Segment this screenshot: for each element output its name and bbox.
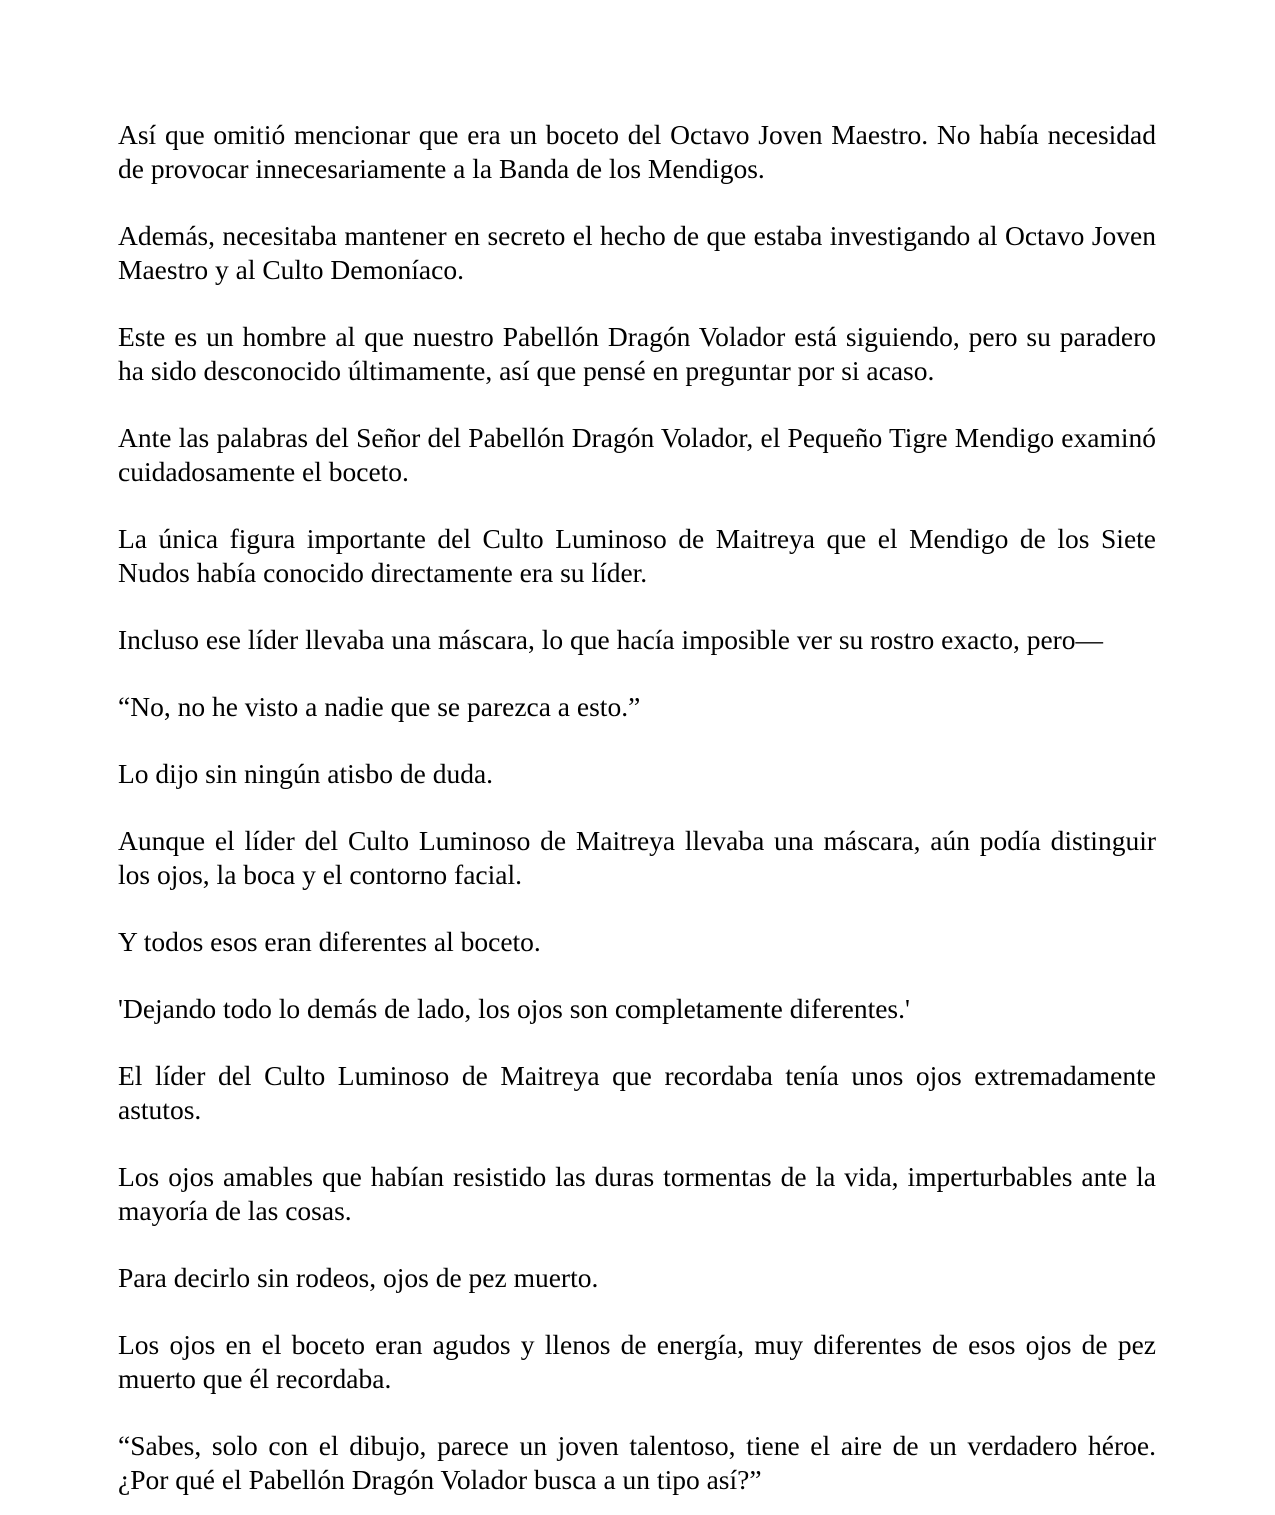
paragraph: Este es un hombre al que nuestro Pabellón Dragón Volador está siguiendo, pero su paradero ha sido desconocido últimamente, así que pensé en preguntar por si acaso. — [118, 321, 1156, 386]
paragraph: Los ojos amables que habían resistido las duras tormentas de la vida, imperturbables ante la mayoría de las cosas. — [118, 1161, 1156, 1226]
paragraph: Los ojos en el boceto eran agudos y llenos de energía, muy diferentes de esos ojos de pez muerto que él recordaba. — [118, 1329, 1156, 1394]
paragraph: Incluso ese líder llevaba una máscara, lo que hacía imposible ver su rostro exacto, pero— — [118, 624, 1104, 655]
paragraph: Además, necesitaba mantener en secreto el hecho de que estaba investigando al Octavo Joven Maestro y al Culto Demoníaco. — [118, 220, 1156, 285]
paragraph: Para decirlo sin rodeos, ojos de pez muerto. — [118, 1262, 599, 1293]
paragraph: Así que omitió mencionar que era un boceto del Octavo Joven Maestro. No había necesidad de provocar innecesariamente a la Banda de los Mendigos. — [118, 119, 1156, 184]
paragraph: La única figura importante del Culto Luminoso de Maitreya que el Mendigo de los Siete Nudos había conocido directamente era su líder. — [118, 523, 1156, 588]
paragraph: Lo dijo sin ningún atisbo de duda. — [118, 758, 494, 789]
paragraph: El líder del Culto Luminoso de Maitreya que recordaba tenía unos ojos extremadamente astutos. — [118, 1060, 1156, 1125]
thought-paragraph: 'Dejando todo lo demás de lado, los ojos son completamente diferentes.' — [118, 993, 910, 1024]
paragraph: Y todos esos eran diferentes al boceto. — [118, 926, 541, 957]
document-page — [118, 118, 1156, 1497]
dialogue-paragraph: “No, no he visto a nadie que se parezca a esto.” — [118, 691, 641, 722]
paragraph: Aunque el líder del Culto Luminoso de Maitreya llevaba una máscara, aún podía distinguir los ojos, la boca y el contorno facial. — [118, 825, 1156, 890]
paragraph: Ante las palabras del Señor del Pabellón Dragón Volador, el Pequeño Tigre Mendigo examinó cuidadosamente el boceto. — [118, 422, 1156, 487]
dialogue-paragraph: “Sabes, solo con el dibujo, parece un joven talentoso, tiene el aire de un verdadero héroe. ¿Por qué el Pabellón Dragón Volador busca a un tipo así?” — [118, 1430, 1156, 1495]
